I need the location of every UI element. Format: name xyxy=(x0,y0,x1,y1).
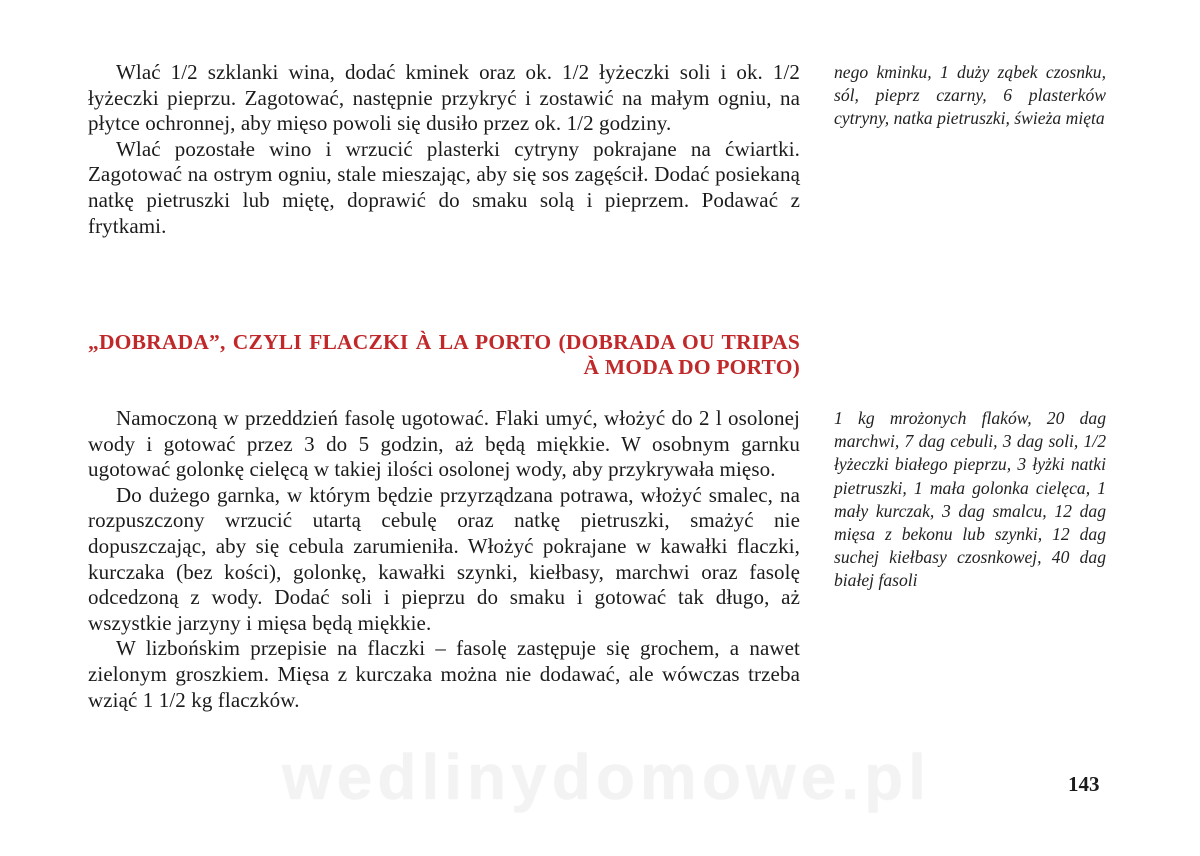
top-instructions xyxy=(88,60,800,239)
instruction-paragraph: Namoczoną w przeddzień fasolę ugotować. Flaki umyć, włożyć do 2 l osolonej wody i gotować przez 3 do 5 godzin, aż będą miękkie. W osobnym garnku ugotować golonkę cielęcą w takiej ilości osolonej wody, aby przykrywała mięso. xyxy=(88,406,800,482)
recipe-title: „DOBRADA”, CZYLI FLACZKI À LA PORTO (DOBRADA OU TRIPAS À MODA DO PORTO) xyxy=(88,330,800,379)
watermark-logo: wedlinydomowe.pl xyxy=(282,741,931,813)
recipe-instructions xyxy=(88,406,800,713)
page-number: 143 xyxy=(1068,772,1100,796)
instruction-paragraph: Do dużego garnka, w którym będzie przyrządzana potrawa, włożyć smalec, na rozpuszczony wrzucić utartą cebulę oraz natkę pietruszki, smażyć nie dopuszczając, aby się cebula zarumieniła. Włożyć pokrajane w kawałki flaczki, kurczaka (bez kości), golonkę, kawałki szynki, kiełbasy, marchwi oraz fasolę odcedzoną z wody. Dodać soli i pieprzu do smaku i gotować tak długo, aż wszystkie jarzyny i mięsa będą miękkie. xyxy=(88,482,800,635)
instruction-paragraph: W lizbońskim przepisie na flaczki – fasolę zastępuje się grochem, a nawet zielonym groszkiem. Mięsa z kurczaka można nie dodawać, ale wówczas trzeba wziąć 1 1/2 kg flaczków. xyxy=(88,636,800,712)
instruction-paragraph: Wlać 1/2 szklanki wina, dodać kminek oraz ok. 1/2 łyżeczki soli i ok. 1/2 łyżeczki pieprzu. Zagotować, następnie przykryć i zostawić na małym ogniu, na płytce ochronnej, aby mięso powoli się dusiło przez ok. 1/2 godziny. xyxy=(88,60,800,136)
recipe-ingredients-list: 1 kg mrożonych flaków, 20 dag marchwi, 7 dag cebuli, 3 dag soli, 1/2 łyżeczki białego pieprzu, 3 łyżki natki pietruszki, 1 mała golonka cielęca, 1 mały kurczak, 3 dag smalcu, 12 dag mięsa z bekonu lub szynki, 12 dag suchej kiełbasy czosnkowej, 40 dag białej fasoli xyxy=(834,408,1106,591)
instruction-paragraph: Wlać pozostałe wino i wrzucić plasterki cytryny pokrajane na ćwiartki. Zagotować na ostrym ogniu, stale mieszając, aby się sos zagęścił. Dodać posiekaną natkę pietruszki lub miętę, doprawić do smaku solą i pieprzem. Podawać z frytkami. xyxy=(88,136,800,238)
top-ingredients-list: nego kminku, 1 duży ząbek czosnku, sól, pieprz czarny, 6 plasterków cytryny, natka pietruszki, świeża mięta xyxy=(834,62,1106,129)
